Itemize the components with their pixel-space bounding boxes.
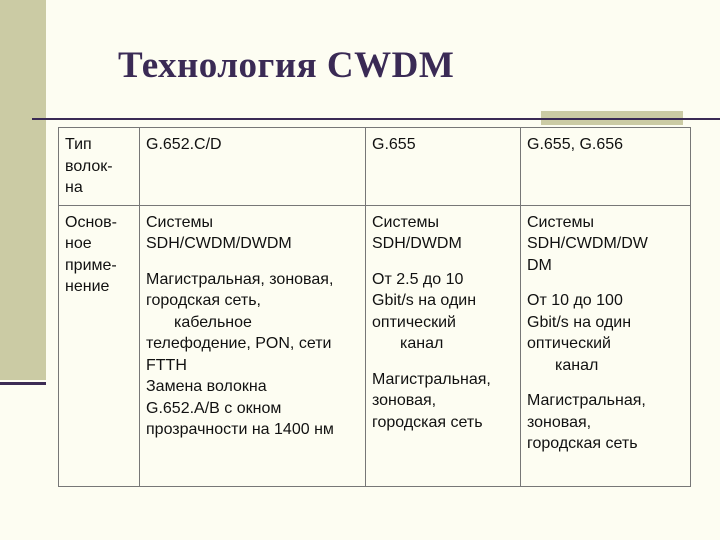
text-line: От 2.5 до 10 [372, 270, 464, 288]
text-line: Системы [372, 213, 440, 231]
text-line: канал [400, 335, 444, 352]
cell-g652-application [140, 205, 366, 486]
text-line: канал [555, 356, 599, 374]
text-line: прозрачности на 1400 нм [146, 421, 334, 438]
cell-g655 [366, 128, 521, 206]
text-line: Gbit/s на один [527, 313, 632, 331]
cell-g652 [140, 128, 366, 206]
slide-title: Технология CWDM [118, 45, 455, 86]
table-header-row [59, 128, 691, 206]
text-line: Магистральная, зоновая, [146, 270, 334, 288]
left-decor-line [0, 382, 46, 385]
text-line: городская сеть [527, 435, 638, 452]
text-line: зоновая, [372, 392, 437, 409]
text-line: Тип [65, 136, 92, 153]
text-line: нение [65, 278, 110, 295]
text-line: От 10 до 100 [527, 292, 623, 309]
spec-table [58, 127, 691, 487]
text-line: телефодение, PON, сети [146, 335, 332, 352]
text-line: G.652.C/D [146, 136, 222, 153]
cell-g655-application [366, 205, 521, 486]
text-line: волок- [65, 157, 113, 175]
text-line: FTTH [146, 356, 187, 374]
text-line: Магистральная, [527, 392, 646, 409]
text-line: G.655 [372, 136, 416, 153]
text-line: приме- [65, 256, 117, 274]
text-line: городская сеть, [146, 292, 261, 309]
cell-g655-g656-application [521, 205, 691, 486]
text-line: зоновая, [527, 413, 592, 431]
text-line: Замена волокна [146, 378, 267, 395]
text-line: ное [65, 235, 92, 252]
text-line: G.655, G.656 [527, 136, 624, 153]
text-line: оптический [527, 335, 611, 352]
text-line: Системы [527, 213, 595, 231]
cell-fiber-type-label [59, 128, 140, 206]
text-line: DM [527, 256, 552, 274]
cell-application-label [59, 205, 140, 486]
title-underline [32, 118, 720, 120]
text-line: Gbit/s на один [372, 292, 477, 309]
table-row [59, 205, 691, 486]
text-line: Системы [146, 213, 214, 231]
cell-g655-g656 [521, 128, 691, 206]
text-line: кабельное [174, 313, 252, 331]
text-line: SDH/CWDM/DWDM [146, 235, 292, 252]
text-line: городская сеть [372, 413, 483, 431]
text-line: SDH/CWDM/DW [527, 235, 648, 252]
text-line: SDH/DWDM [372, 235, 462, 252]
text-line: на [65, 179, 83, 196]
left-decor-bar [0, 0, 46, 380]
text-line: Магистральная, [372, 370, 491, 388]
text-line: G.652.A/B с окном [146, 399, 282, 417]
text-line: Основ- [65, 213, 118, 231]
text-line: оптический [372, 313, 456, 331]
